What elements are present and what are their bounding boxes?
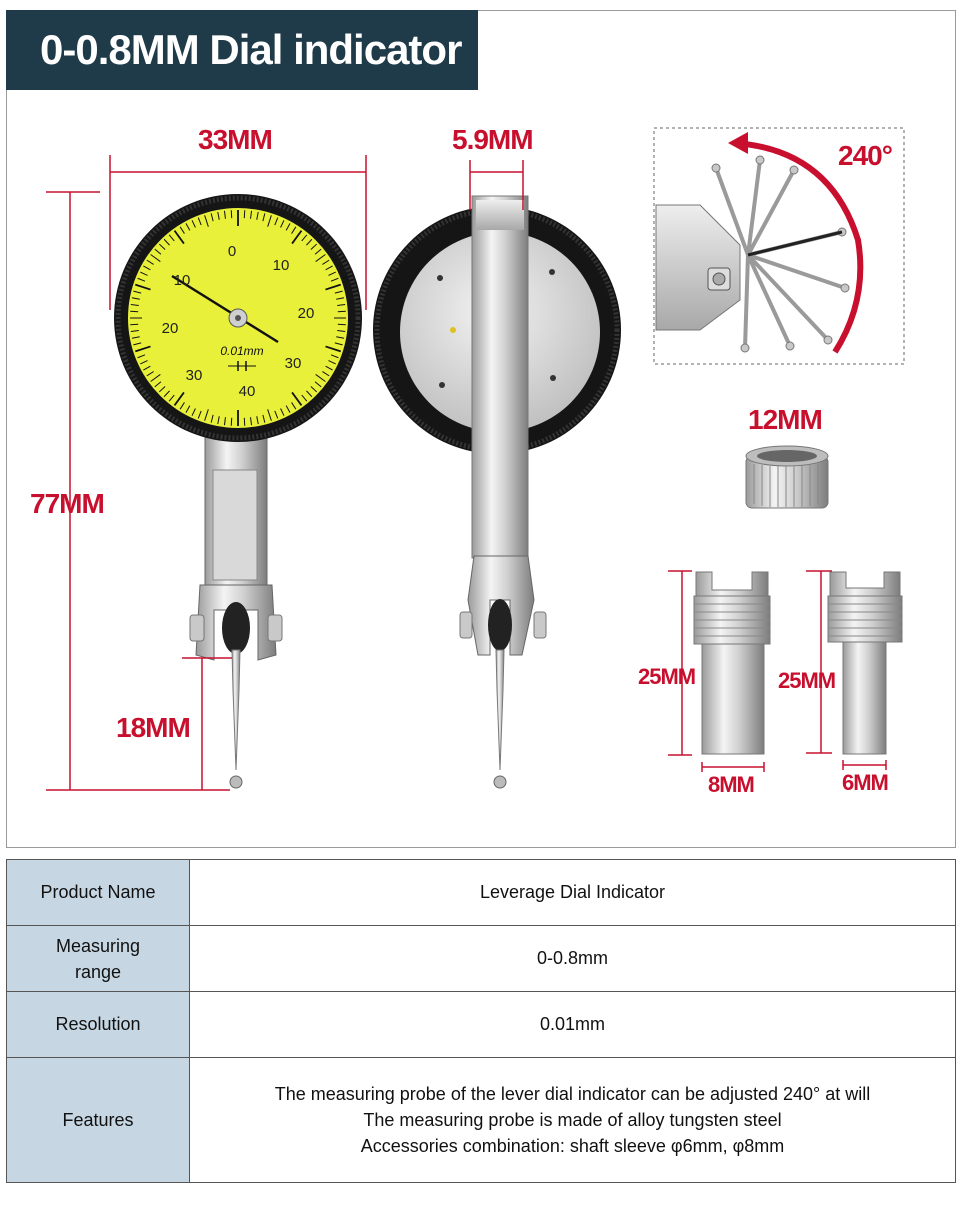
table-row [7,992,956,1058]
spec-table [6,859,956,1183]
dim-sleeve-large-dia: 8MM [708,772,754,797]
dial-tick [130,311,138,312]
feature-line: The measuring probe of the lever dial indicator can be adjusted 240° at will [274,1084,871,1104]
table-row [7,1058,956,1183]
table-row [7,926,956,992]
dial-tick [244,418,245,426]
spec-key: Measuring range [7,926,190,992]
spec-key: Resolution [7,992,190,1058]
dim-sleeve-small-dia: 6MM [842,770,888,795]
dial-number-0: 0 [227,243,237,260]
dial-unit: 0.01mm [220,344,264,358]
dial-number-20-right: 20 [297,305,315,322]
dial-tick [244,210,245,218]
side-view-indicator [373,196,621,788]
nut-accessory [746,446,828,508]
dim-width-label: 33MM [198,124,272,155]
dim-nut-label: 12MM [748,404,822,435]
page-title: 0-0.8MM Dial indicator [6,10,478,90]
dial-number-10-right: 10 [272,257,290,274]
features-cell [190,1058,956,1183]
large-sleeve [694,572,770,754]
spec-key: Features [7,1058,190,1183]
feature-line: The measuring probe is made of alloy tungsten steel [363,1110,782,1130]
dial-tick [338,311,346,312]
table-row [7,860,956,926]
small-sleeve [828,572,902,754]
spec-value: 0.01mm [190,992,956,1058]
dial-number-10-left: 10 [173,272,191,289]
dim-thickness-label: 5.9MM [452,124,533,155]
spec-value: Leverage Dial Indicator [190,860,956,926]
dim-probe-label: 18MM [116,712,190,743]
dial-tick [130,324,138,325]
dim-sleeve-small-length: 25MM [778,668,836,693]
dim-rotation-label: 240° [838,140,892,171]
dial-number-30-left: 30 [185,367,203,384]
dial-number-40: 40 [238,383,256,400]
dial-number-20-left: 20 [161,320,179,337]
feature-line: Accessories combination: shaft sleeve φ6mm, φ8mm [360,1136,785,1156]
dial-tick [231,210,232,218]
spec-value: 0-0.8mm [190,926,956,992]
dial-tick [231,418,232,426]
dial-number-30-right: 30 [284,355,302,372]
dim-height-label: 77MM [30,488,104,519]
dim-sleeve-large-length: 25MM [638,664,696,689]
spec-key: Product Name [7,860,190,926]
front-view-indicator [114,194,362,788]
dial-tick [338,324,346,325]
